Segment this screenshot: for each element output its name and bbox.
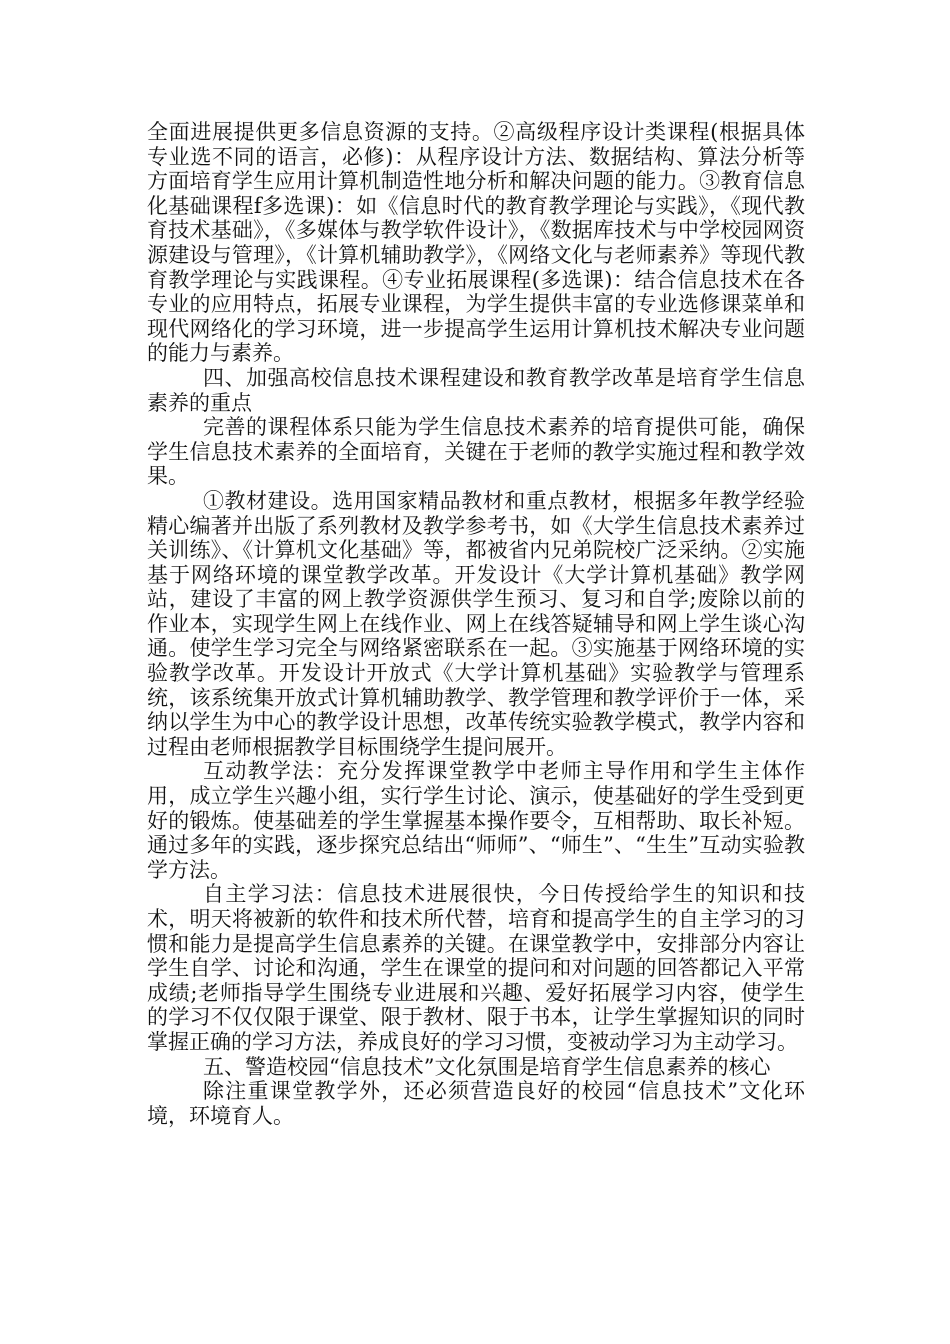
body-paragraph-textbooks: ①教材建设。选用国家精品教材和重点教材，根据多年教学经验精心编著并出版了系列教材及教学参考书，如《大学生信息技术素养过关训练》、《计算机文化基础》等，都被省内兄弟院校广泛采纳。②实施基于网络环境的课堂教学改革。开发设计《大学计算机基础》教学网站，建设了丰富的网上教学资源供学生预习、复习和自学;废除以前的作业本，实现学生网上在线作业、网上在线答疑辅导和网上学生谈心沟通。使学生学习完全与网络紧密联系在一起。③实施基于网络环境的实验教学改革。开发设计开放式《大学计算机基础》实验教学与管理系统，该系统集开放式计算机辅助教学、教学管理和教学评价于一体，采纳以学生为中心的教学设计思想，改革传统实验教学模式，教学内容和过程由老师根据教学目标围绕学生提问展开。	[147, 488, 805, 759]
body-paragraph-self-study: 自主学习法：信息技术进展很快，今日传授给学生的知识和技术，明天将被新的软件和技术所代替，培育和提高学生的自主学习的习惯和能力是提高学生信息素养的关键。在课堂教学中，安排部分内容让学生自学、讨论和沟通，学生在课堂的提问和对问题的回答都记入平常成绩;老师指导学生围绕专业进展和兴趣、爱好拓展学习内容，使学生的学习不仅仅限于课堂、限于教材、限于书本，让学生掌握知识的同时掌握正确的学习方法，养成良好的学习习惯，变被动学习为主动学习。	[147, 882, 805, 1054]
body-paragraph-courses: 全面进展提供更多信息资源的支持。②高级程序设计类课程(根据具体专业选不同的语言，必修)：从程序设计方法、数据结构、算法分析等方面培育学生应用计算机制造性地分析和解决问题的能力。③教育信息化基础课程f多选课)：如《信息时代的教育教学理论与实践》，《现代教育技术基础》，《多媒体与教学软件设计》，《数据库技术与中学校园网资源建设与管理》，《计算机辅助教学》，《网络文化与老师素养》等现代教育教学理论与实践课程。④专业拓展课程(多选课)：结合信息技术在各专业的应用特点，拓展专业课程，为学生提供丰富的专业选修课菜单和现代网络化的学习环境，进一步提高学生运用计算机技术解决专业问题的能力与素养。	[147, 120, 805, 366]
document-page	[147, 120, 805, 1128]
body-paragraph-interactive-teaching: 互动教学法：充分发挥课堂教学中老师主导作用和学生主体作用，成立学生兴趣小组，实行学生讨论、演示，使基础好的学生受到更好的锻炼。使基础差的学生掌握基本操作要令，互相帮助、取长补短。通过多年的实践，逐步探究总结出“师师”、“师生”、“生生”互动实验教学方法。	[147, 759, 805, 882]
body-paragraph-curriculum: 完善的课程体系只能为学生信息技术素养的培育提供可能，确保学生信息技术素养的全面培育，关键在于老师的教学实施过程和教学效果。	[147, 415, 805, 489]
section-heading-5: 五、警造校园“信息技术”文化氛围是培育学生信息素养的核心	[203, 1054, 771, 1079]
body-paragraph-campus-culture: 除注重课堂教学外，还必须营造良好的校园“信息技术”文化环境，环境育人。	[147, 1079, 805, 1128]
section-heading-4: 四、加强高校信息技术课程建设和教育教学改革是培育学生信息素养的重点	[147, 365, 805, 415]
